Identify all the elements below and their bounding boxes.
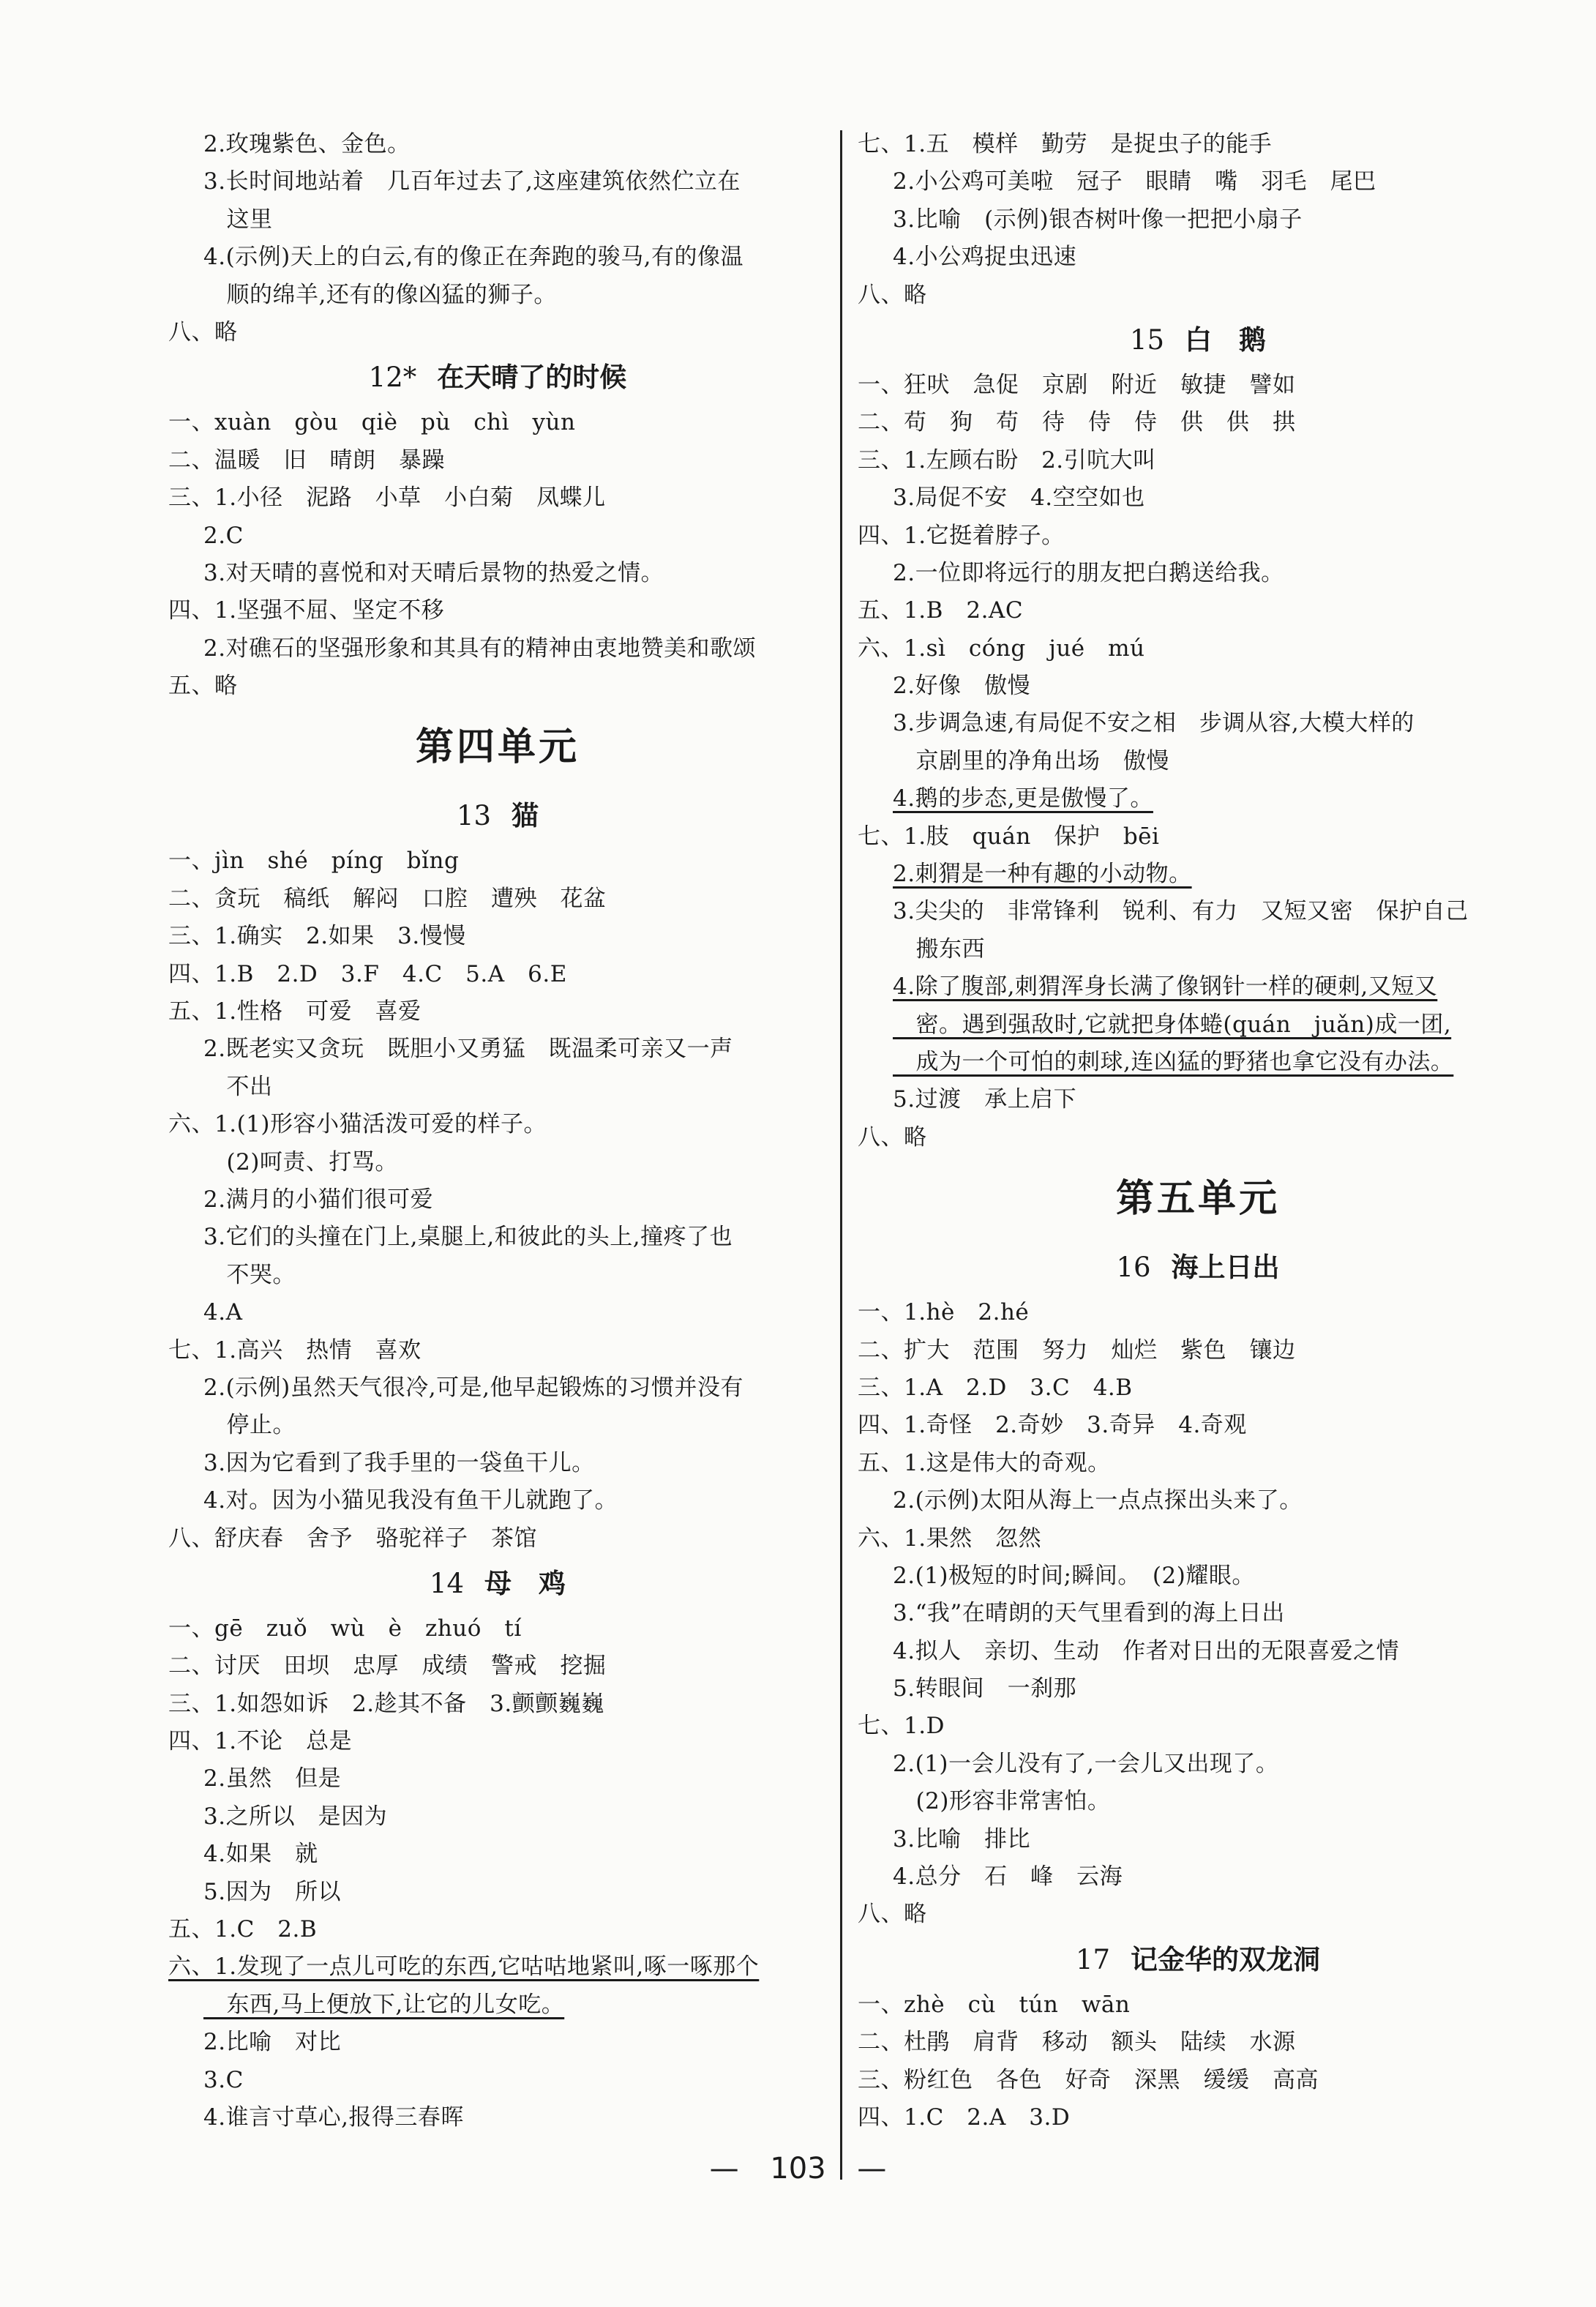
answer-line xyxy=(858,1520,1538,1558)
answer-line xyxy=(858,1081,1538,1118)
answer-text: 3.“我”在晴朗的天气里看到的海上日出 xyxy=(893,1600,1285,1627)
page-number-text: 103 xyxy=(770,2152,826,2186)
answer-line xyxy=(168,1144,827,1181)
answer-text: 一、gē zuǒ wù è zhuó tí xyxy=(168,1615,522,1642)
answer-text: 5.因为 所以 xyxy=(203,1878,342,1905)
left-column xyxy=(168,126,827,2136)
answer-line xyxy=(858,1595,1538,1632)
answer-text: 2.(1)一会儿没有了,一会儿又出现了。 xyxy=(893,1750,1279,1777)
answer-text: 七、1.五 模样 勤劳 是捉虫子的能手 xyxy=(858,131,1273,157)
lesson-heading xyxy=(858,1934,1538,1986)
answer-line xyxy=(168,1520,827,1558)
answer-text: 二、扩大 范围 努力 灿烂 紫色 镶边 xyxy=(858,1336,1296,1364)
answer-text: 2.(1)极短的时间;瞬间。 (2)耀眼。 xyxy=(893,1562,1255,1589)
answer-text: 四、1.B 2.D 3.F 4.C 5.A 6.E xyxy=(168,960,567,987)
answer-line xyxy=(858,931,1538,968)
answer-text: 4.除了腹部,刺猬浑身长满了像钢针一样的硬刺,又短又 xyxy=(893,973,1438,1001)
answer-text: 八、略 xyxy=(168,318,238,345)
answer-line xyxy=(168,163,827,201)
answer-line xyxy=(168,1031,827,1068)
answer-line xyxy=(858,668,1538,705)
answer-line xyxy=(168,1610,827,1648)
answer-line xyxy=(858,442,1538,479)
answer-line xyxy=(858,1708,1538,1745)
answer-text: 八、略 xyxy=(858,281,927,308)
answer-text: 五、1.C 2.B xyxy=(168,1916,318,1943)
answer-text: 4.拟人 亲切、生动 作者对日出的无限喜爱之情 xyxy=(893,1637,1400,1664)
answer-line xyxy=(168,126,827,163)
answer-text: 4.鹅的步态,更是傲慢了。 xyxy=(893,785,1153,812)
column-divider xyxy=(840,130,842,2180)
answer-line xyxy=(168,1798,827,1836)
answer-line xyxy=(168,555,827,592)
answer-text: 3.比喻 (示例)银杏树叶像一把把小扇子 xyxy=(893,206,1303,233)
answer-line xyxy=(168,1181,827,1219)
answer-text: 六、1.sì cóng jué mú xyxy=(858,635,1145,662)
answer-line xyxy=(858,1821,1538,1858)
answer-line xyxy=(168,239,827,276)
answer-text: 3.C xyxy=(203,2066,244,2093)
answer-text: 2.虽然 但是 xyxy=(203,1765,342,1792)
answer-text: 5.过渡 承上启下 xyxy=(893,1086,1077,1113)
answer-line xyxy=(858,201,1538,239)
answer-line xyxy=(858,517,1538,555)
answer-text: 五、略 xyxy=(168,673,238,700)
answer-line xyxy=(168,668,827,705)
answer-line xyxy=(858,404,1538,441)
answer-text: 二、温暖 旧 晴朗 暴躁 xyxy=(168,446,445,474)
answer-line xyxy=(858,1119,1538,1156)
answer-text: 四、1.它挺着脖子。 xyxy=(858,522,1065,549)
answer-line xyxy=(858,1633,1538,1670)
answer-text: 4.(示例)天上的白云,有的像正在奔跑的骏马,有的像温 xyxy=(203,244,743,271)
answer-text: 5.转眼间 一刹那 xyxy=(893,1675,1077,1702)
answer-text: 一、xuàn gòu qiè pù chì yùn xyxy=(168,409,576,436)
answer-text: 2.既老实又贪玩 既胆小又勇猛 既温柔可亲又一声 xyxy=(203,1036,733,1063)
answer-line xyxy=(168,842,827,880)
answer-line xyxy=(168,1369,827,1407)
answer-line xyxy=(858,1896,1538,1933)
answer-line xyxy=(858,1369,1538,1407)
answer-text: 3.比喻 排比 xyxy=(893,1825,1031,1852)
answer-text: 这里 xyxy=(203,206,273,233)
answer-line xyxy=(858,743,1538,780)
answer-text: 三、1.如怨如诉 2.趁其不备 3.颤颤巍巍 xyxy=(168,1690,604,1717)
answer-line xyxy=(168,1986,827,2024)
answer-text: 2.好像 傲慢 xyxy=(893,673,1031,700)
answer-line xyxy=(858,1044,1538,1081)
answer-line xyxy=(858,893,1538,930)
answer-line xyxy=(168,2062,827,2099)
answer-text: 2.小公鸡可美啦 冠子 眼睛 嘴 羽毛 尾巴 xyxy=(893,168,1376,195)
answer-line xyxy=(168,517,827,555)
lesson-number: 16 xyxy=(1116,1252,1151,1284)
answer-line xyxy=(168,1482,827,1519)
answer-text: 二、杜鹃 肩背 移动 额头 陆续 水源 xyxy=(858,2029,1296,2056)
answer-text: 3.对天晴的喜悦和对天晴后景物的热爱之情。 xyxy=(203,559,664,586)
answer-line xyxy=(858,856,1538,893)
answer-text: 二、讨厌 田坝 忠厚 成绩 警戒 挖掘 xyxy=(168,1653,607,1680)
answer-line xyxy=(858,2024,1538,2061)
answer-text: 京剧里的净角出场 傲慢 xyxy=(893,747,1169,774)
answer-text: 4.谁言寸草心,报得三春晖 xyxy=(203,2104,464,2131)
lesson-number: 13 xyxy=(456,800,492,832)
answer-line xyxy=(858,2099,1538,2136)
answer-line xyxy=(858,367,1538,404)
answer-text: 2.(示例)太阳从海上一点点探出头来了。 xyxy=(893,1487,1303,1514)
answer-line xyxy=(858,2062,1538,2099)
answer-line xyxy=(168,479,827,517)
answer-line xyxy=(858,1482,1538,1519)
answer-text: 密。遇到强敌时,它就把身体蜷(quán juǎn)成一团, xyxy=(893,1011,1452,1038)
answer-text: 不哭。 xyxy=(203,1261,296,1288)
answer-line xyxy=(168,2099,827,2136)
answer-text: 搬东西 xyxy=(893,935,985,962)
answer-text: 五、1.B 2.AC xyxy=(858,597,1024,624)
answer-line xyxy=(168,1407,827,1444)
answer-line xyxy=(858,592,1538,629)
answer-text: 六、1.(1)形容小猫活泼可爱的样子。 xyxy=(168,1111,547,1138)
answer-text: 三、1.小径 泥路 小草 小白菊 凤蝶儿 xyxy=(168,485,606,512)
answer-line xyxy=(858,277,1538,314)
answer-text: 八、舒庆春 舍予 骆驼祥子 茶馆 xyxy=(168,1525,537,1552)
answer-text: 2.(示例)虽然天气很冷,可是,他早起锻炼的习惯并没有 xyxy=(203,1374,743,1401)
answer-line xyxy=(168,1294,827,1331)
answer-text: 四、1.坚强不屈、坚定不移 xyxy=(168,597,445,624)
page-dash-left: — xyxy=(709,2152,739,2186)
answer-line xyxy=(168,1948,827,1986)
answer-text: 八、略 xyxy=(858,1901,927,1928)
answer-line xyxy=(168,880,827,918)
lesson-number: 15 xyxy=(1129,324,1165,356)
unit-title xyxy=(858,1156,1538,1241)
answer-text: 3.局促不安 4.空空如也 xyxy=(893,485,1145,512)
answer-line xyxy=(168,277,827,314)
answer-line xyxy=(858,1858,1538,1896)
lesson-heading xyxy=(168,1558,827,1610)
answer-text: 八、略 xyxy=(858,1123,927,1151)
answer-text: 四、1.C 2.A 3.D xyxy=(858,2104,1071,2131)
answer-line xyxy=(858,1986,1538,2024)
answer-line xyxy=(168,1760,827,1798)
answer-line xyxy=(858,126,1538,163)
lesson-number: 17 xyxy=(1075,1943,1111,1975)
answer-line xyxy=(168,1106,827,1143)
answer-text: 三、1.左顾右盼 2.引吭大叫 xyxy=(858,446,1156,474)
answer-text: 一、zhè cù tún wān xyxy=(858,1991,1131,2018)
answer-text: 三、粉红色 各色 好奇 深黑 缓缓 高高 xyxy=(858,2066,1319,2093)
answer-text: 三、1.确实 2.如果 3.慢慢 xyxy=(168,923,466,950)
answer-line xyxy=(858,968,1538,1006)
answer-line xyxy=(168,1723,827,1760)
answer-line xyxy=(168,1836,827,1873)
unit-title-text: 第四单元 xyxy=(415,725,580,770)
answer-line xyxy=(858,1332,1538,1369)
answer-line xyxy=(858,1783,1538,1820)
answer-text: 五、1.性格 可爱 喜爱 xyxy=(168,998,422,1025)
answer-text: 七、1.肢 quán 保护 bēi xyxy=(858,823,1160,850)
lesson-heading xyxy=(858,314,1538,367)
answer-line xyxy=(168,918,827,955)
lesson-title: 白 鹅 xyxy=(1185,324,1267,356)
answer-text: 一、狂吠 急促 京剧 附近 敏捷 譬如 xyxy=(858,371,1296,398)
answer-text: 3.之所以 是因为 xyxy=(203,1803,388,1830)
answer-text: 顺的绵羊,还有的像凶猛的狮子。 xyxy=(203,281,557,308)
answer-text: 六、1.发现了一点儿可吃的东西,它咕咕地紧叫,啄一啄那个 xyxy=(168,1953,760,1981)
answer-text: (2)呵责、打骂。 xyxy=(203,1148,398,1175)
answer-text: 一、jìn shé píng bǐng xyxy=(168,848,460,875)
answer-line xyxy=(858,479,1538,517)
answer-line xyxy=(168,1219,827,1256)
answer-line xyxy=(168,314,827,351)
lesson-title: 母 鸡 xyxy=(484,1567,566,1599)
answer-line xyxy=(168,1332,827,1369)
answer-text: 2.满月的小猫们很可爱 xyxy=(203,1186,434,1213)
answer-line xyxy=(168,1445,827,1482)
answer-line xyxy=(168,993,827,1031)
answer-text: 4.对。因为小猫见我没有鱼干儿就跑了。 xyxy=(203,1487,618,1514)
answer-line xyxy=(858,1294,1538,1331)
answer-line xyxy=(168,1686,827,1723)
lesson-heading xyxy=(168,351,827,404)
answer-line xyxy=(858,239,1538,276)
answer-line xyxy=(858,1445,1538,1482)
answer-text: 2.玫瑰紫色、金色。 xyxy=(203,131,411,157)
answer-text: 四、1.奇怪 2.奇妙 3.奇异 4.奇观 xyxy=(858,1412,1247,1439)
page-number xyxy=(0,2152,1596,2186)
answer-line xyxy=(168,201,827,239)
answer-line xyxy=(168,1911,827,1948)
unit-title-text: 第五单元 xyxy=(1115,1177,1280,1222)
answer-text: 3.尖尖的 非常锋利 锐利、有力 又短又密 保护自己 xyxy=(893,898,1469,925)
answer-line xyxy=(858,818,1538,856)
answer-text: 成为一个可怕的刺球,连凶猛的野猪也拿它没有办法。 xyxy=(893,1048,1454,1075)
page-dash-right: — xyxy=(857,2152,887,2186)
answer-text: 4.如果 就 xyxy=(203,1841,318,1868)
answer-text: 七、1.D xyxy=(858,1713,945,1740)
answer-text: 4.A xyxy=(203,1299,243,1326)
answer-line xyxy=(858,705,1538,742)
lesson-title: 猫 xyxy=(512,800,539,832)
answer-line xyxy=(168,1069,827,1106)
answer-line xyxy=(168,1257,827,1294)
answer-line xyxy=(858,1558,1538,1595)
answer-line xyxy=(858,1006,1538,1044)
answer-text: 3.步调急速,有局促不安之相 步调从容,大模大样的 xyxy=(893,710,1415,737)
answer-text: 七、1.高兴 热情 喜欢 xyxy=(168,1336,422,1364)
answer-text: (2)形容非常害怕。 xyxy=(893,1788,1111,1815)
answer-text: 二、贪玩 稿纸 解闷 口腔 遭殃 花盆 xyxy=(168,885,607,912)
answer-line xyxy=(858,780,1538,818)
answer-text: 停止。 xyxy=(203,1412,296,1439)
answer-text: 2.刺猬是一种有趣的小动物。 xyxy=(893,861,1192,888)
answer-line xyxy=(858,1407,1538,1444)
answer-text: 2.对礁石的坚强形象和其具有的精神由衷地赞美和歌颂 xyxy=(203,635,757,662)
answer-text: 3.因为它看到了我手里的一袋鱼干儿。 xyxy=(203,1449,595,1476)
answer-line xyxy=(168,592,827,629)
answer-line xyxy=(168,956,827,993)
lesson-heading xyxy=(168,790,827,842)
answer-text: 二、苟 狗 苟 待 侍 侍 供 供 拱 xyxy=(858,409,1296,436)
right-column xyxy=(858,126,1538,2136)
answer-line xyxy=(858,555,1538,592)
answer-text: 3.长时间地站着 几百年过去了,这座建筑依然伫立在 xyxy=(203,168,741,195)
answer-text: 五、1.这是伟大的奇观。 xyxy=(858,1449,1111,1476)
answer-text: 2.C xyxy=(203,522,244,549)
answer-line xyxy=(168,442,827,479)
answer-text: 六、1.果然 忽然 xyxy=(858,1525,1042,1552)
answer-line xyxy=(858,630,1538,668)
answer-text: 3.它们的头撞在门上,桌腿上,和彼此的头上,撞疼了也 xyxy=(203,1224,733,1251)
answer-line xyxy=(168,1648,827,1685)
answer-line xyxy=(168,630,827,668)
answer-text: 三、1.A 2.D 3.C 4.B xyxy=(858,1374,1133,1401)
answer-line xyxy=(168,404,827,441)
answer-line xyxy=(858,1670,1538,1708)
answer-line xyxy=(168,1874,827,1911)
answer-text: 4.小公鸡捉虫迅速 xyxy=(893,244,1077,271)
lesson-heading xyxy=(858,1241,1538,1294)
answer-text: 不出 xyxy=(203,1073,273,1100)
unit-title xyxy=(168,705,827,790)
answer-line xyxy=(858,163,1538,201)
lesson-title: 在天晴了的时候 xyxy=(437,362,627,394)
answer-text: 一、1.hè 2.hé xyxy=(858,1299,1030,1326)
answer-text: 四、1.不论 总是 xyxy=(168,1728,353,1755)
answer-text: 东西,马上便放下,让它的儿女吃。 xyxy=(203,1991,565,2018)
lesson-title: 记金华的双龙洞 xyxy=(1131,1943,1321,1975)
lesson-title: 海上日出 xyxy=(1171,1252,1280,1284)
answer-text: 4.总分 石 峰 云海 xyxy=(893,1863,1123,1891)
answer-line xyxy=(858,1746,1538,1783)
lesson-number: 12* xyxy=(368,362,417,394)
answer-text: 2.比喻 对比 xyxy=(203,2029,342,2056)
lesson-number: 14 xyxy=(429,1567,465,1599)
answer-line xyxy=(168,2024,827,2061)
answer-text: 2.一位即将远行的朋友把白鹅送给我。 xyxy=(893,559,1284,586)
